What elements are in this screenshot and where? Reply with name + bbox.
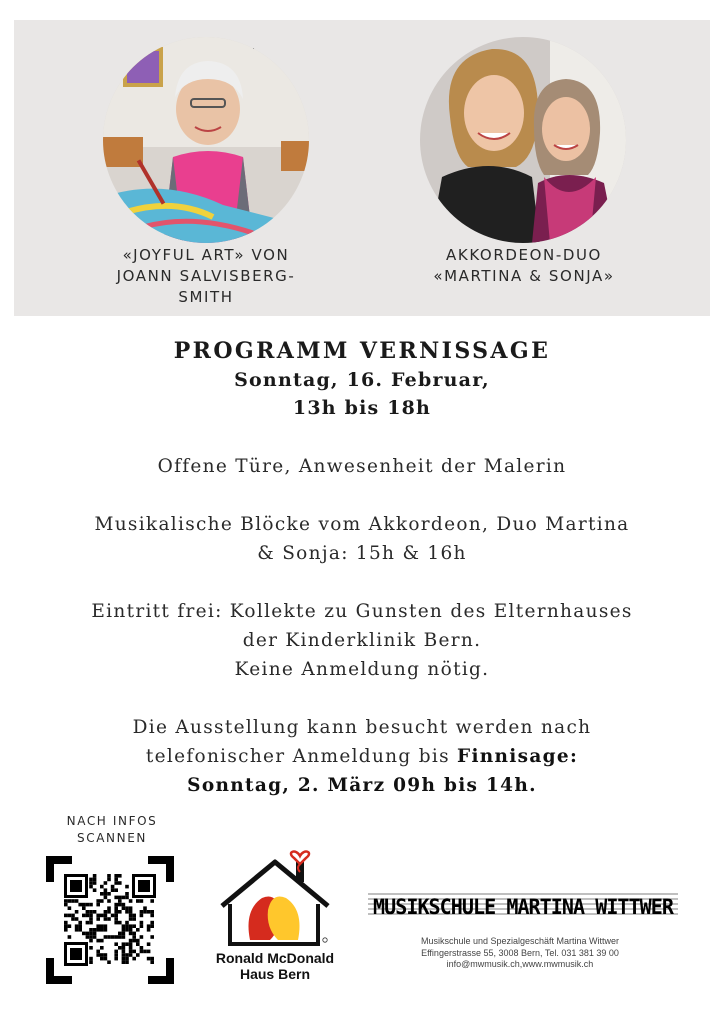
exhibition-line-2 xyxy=(20,742,704,771)
right-caption xyxy=(404,245,644,287)
program-section xyxy=(20,336,704,800)
duo-photo xyxy=(420,37,626,243)
entry-paragraph xyxy=(20,597,704,684)
exhibition-paragraph xyxy=(20,713,704,800)
program-title: PROGRAMM VERNISSAGE xyxy=(173,338,551,364)
exhibition-line-2-normal: telefonischer Anmeldung bis xyxy=(145,746,458,767)
scan-label xyxy=(52,813,172,847)
scan-label-line-1: NACH INFOS xyxy=(66,814,158,828)
left-caption xyxy=(86,245,326,308)
music-line-1: Musikalische Blöcke vom Akkordeon, Duo Martina xyxy=(94,514,630,535)
musikschule-logo-text: MUSIKSCHULE MARTINA WITTWER xyxy=(373,895,675,919)
rmhc-name-line-1: Ronald McDonald xyxy=(215,950,335,966)
open-door-paragraph xyxy=(20,452,704,481)
music-paragraph xyxy=(20,510,704,568)
musikschule-logo xyxy=(368,880,678,926)
entry-line-2: der Kinderklinik Bern. xyxy=(242,630,482,651)
musikschule-info-line-3: info@mwmusik.ch,www.mwmusik.ch xyxy=(446,959,594,969)
entry-line-1: Eintritt frei: Kollekte zu Gunsten des Elternhauses xyxy=(91,601,633,622)
finissage-date: Sonntag, 2. März 09h bis 14h. xyxy=(187,775,537,796)
program-date-line-1: Sonntag, 16. Februar, xyxy=(234,369,490,391)
musikschule-info xyxy=(392,936,648,971)
entry-line-3: Keine Anmeldung nötig. xyxy=(234,659,490,680)
right-caption-line-1: AKKORDEON-DUO xyxy=(446,246,602,264)
left-caption-line-3: SMITH xyxy=(178,288,234,306)
program-date-line-2: 13h bis 18h xyxy=(292,397,432,419)
finissage-label: Finnisage: xyxy=(457,746,579,767)
left-caption-line-1: «JOYFUL ART» VON xyxy=(122,246,290,264)
left-caption-line-2: JOANN SALVISBERG- xyxy=(116,267,296,285)
painter-photo xyxy=(103,37,309,243)
musikschule-info-line-1: Musikschule und Spezialgeschäft Martina Wittwer xyxy=(420,936,620,946)
scan-label-line-2: SCANNEN xyxy=(77,831,147,845)
exhibition-line-1: Die Ausstellung kann besucht werden nach xyxy=(132,717,592,738)
musikschule-info-line-2: Effingerstrasse 55, 3008 Bern, Tel. 031 381 39 00 xyxy=(421,947,619,958)
rmhc-name xyxy=(196,950,354,982)
qr-code[interactable] xyxy=(46,856,174,984)
right-caption-line-2: «MARTINA & SONJA» xyxy=(433,267,615,285)
music-line-2: & Sonja: 15h & 16h xyxy=(257,543,467,564)
rmhc-name-line-2: Haus Bern xyxy=(239,966,311,982)
open-door-text: Offene Türe, Anwesenheit der Malerin xyxy=(157,456,567,477)
